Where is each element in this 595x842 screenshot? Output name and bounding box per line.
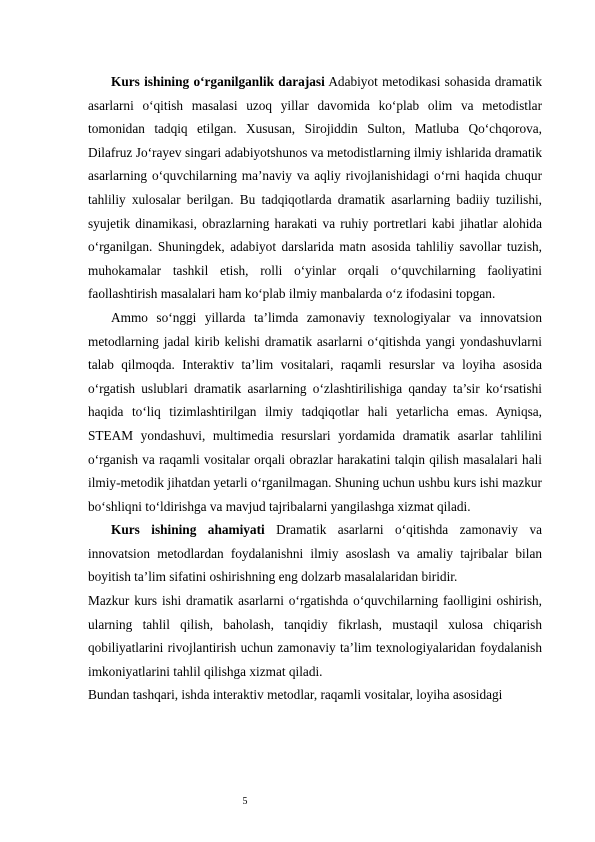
- page-number: 5: [242, 796, 248, 807]
- paragraph-significance: [88, 518, 542, 589]
- paragraph-text: Ammo so‘nggi yillarda ta’limda zamonaviy texnologiyalar va innovatsion metodlarning jadal kirib kelishi dramatik asarlarni o‘qitishda yangi yondashuvlarni talab qilmoqda. Interaktiv ta’lim vositalari, raqamli resurslar va loyiha asosida o‘rgatish uslublari dramatik asarlarning o‘zlashtirilishiga qanday ta’sir ko‘rsatishi haqida to‘liq tizimlashtirilgan ilmiy tadqiqotlar hali yetarlicha emas. Ayniqsa, STEAM yondashuvi, multimedia resurslari yordamida dramatik asarlar tahlilini o‘rganish va raqamli vositalar orqali obrazlar harakatini talqin qilish masalalari hali ilmiy-metodik jihatdan yetarli o‘rganilmagan. Shuning uchun ushbu kurs ishi mazkur bo‘shliqni to‘ldirishga va mavjud tajribalarni yangilashga xizmat qiladi.: [88, 309, 542, 514]
- heading-significance: Kurs ishining ahamiyati: [111, 522, 265, 538]
- paragraph-purpose: [88, 589, 542, 683]
- heading-study-level: Kurs ishining o‘rganilganlik darajasi: [111, 74, 325, 89]
- paragraph-study-level: [88, 70, 542, 306]
- document-body: [88, 70, 542, 707]
- paragraph-continued: [88, 683, 542, 707]
- paragraph-modern-approaches: [88, 306, 542, 518]
- paragraph-text: Dramatik asarlarni o‘qitishda zamonaviy va innovatsion metodlardan foydalanishni ilmiy asoslash va amaliy tajribalar bilan boyitish ta’lim sifatini oshirishning eng dolzarb masalalaridan biridir.: [88, 522, 542, 585]
- paragraph-text: Mazkur kurs ishi dramatik asarlarni o‘rgatishda o‘quvchilarning faolligini oshirish, ularning tahlil qilish, baholash, tanqidiy fikrlash, mustaqil xulosa chiqarish qobiliyatlarini rivojlantirish uchun zamonaviy ta’lim texnologiyalaridan foydalanish imkoniyatlarini tahlil qilishga xizmat qiladi.: [88, 593, 542, 679]
- paragraph-text: Bundan tashqari, ishda interaktiv metodlar, raqamli vositalar, loyiha asosidagi: [88, 687, 503, 703]
- paragraph-text: Adabiyot metodikasi sohasida dramatik asarlarni o‘qitish masalasi uzoq yillar davomida ko‘plab olim va metodistlar tomonidan tadqiq etilgan. Xususan, Sirojiddin Sulton, Matluba Qo‘chqorova, Dilafruz Jo‘rayev singari adabiyotshunos va metodistlarning ilmiy ishlarida dramatik asarlarning o‘quvchilarning ma’naviy va aqliy rivojlanishidagi o‘rni haqida chuqur tahliliy xulosalar berilgan. Bu tadqiqotlarda dramatik asarlarning badiiy tuzilishi, syujetik dinamikasi, obrazlarning harakati va ruhiy portretlari kabi jihatlar alohida o‘rganilgan. Shuningdek, adabiyot darslarida matn asosida tahliliy savollar tuzish, muhokamalar tashkil etish, rolli o‘yinlar orqali o‘quvchilarning faoliyatini faollashtirish masalalari ham ko‘plab ilmiy manbalarda o‘z ifodasini topgan.: [88, 74, 543, 302]
